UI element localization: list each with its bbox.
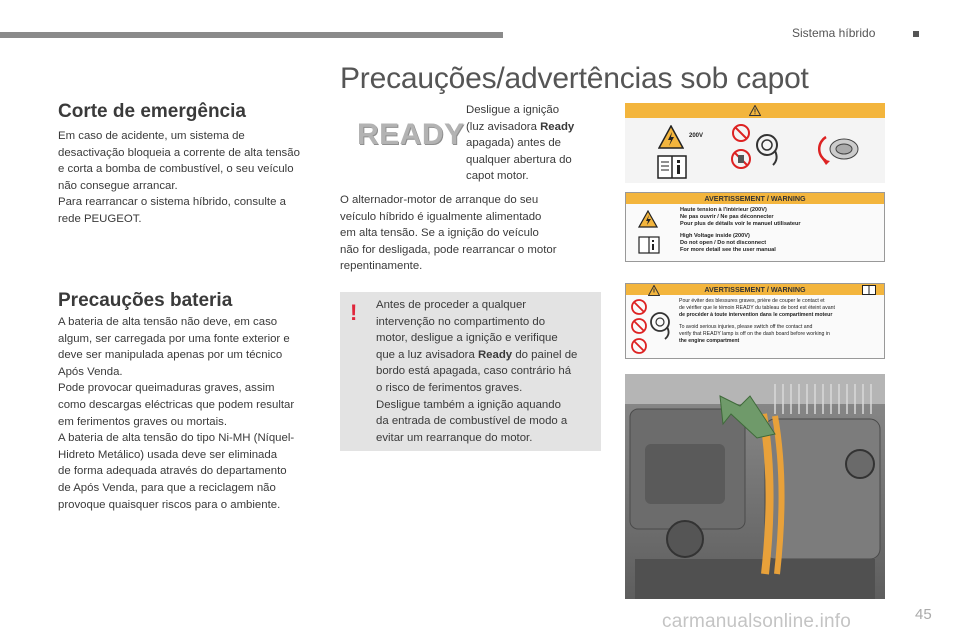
battery-heading: Precauções bateria xyxy=(58,290,233,311)
battery-line: Pode provocar queimaduras graves, assim xyxy=(58,382,275,395)
battery-line: de Após Venda, para que a reciclagem não xyxy=(58,481,276,494)
ready-word: Ready xyxy=(477,348,513,361)
cable-coil-icon xyxy=(755,131,781,167)
emergency-text xyxy=(58,128,328,228)
battery-line: A bateria de alta tensão não deve, em caso xyxy=(58,316,278,328)
label-line: verify that READY lamp is off on the dash board before working in xyxy=(679,331,830,337)
warning-text xyxy=(376,297,598,446)
warning-line: Antes de proceder a qualquer xyxy=(376,299,527,311)
label-line: Ne pas ouvrir / Ne pas déconnecter xyxy=(680,214,774,220)
warning-line: bordo está apagada, caso contrário há xyxy=(376,365,572,378)
exclamation-icon: ! xyxy=(350,300,358,325)
battery-line: em ferimentos graves ou mortais. xyxy=(58,415,228,428)
label-line: Haute tension à l'intérieur (200V) xyxy=(680,207,767,213)
battery-line: como descargas eléctricas que podem resultar xyxy=(58,398,295,411)
emergency-heading: Corte de emergência xyxy=(58,101,246,122)
section-title: Sistema híbrido xyxy=(792,26,876,40)
ready-line: Desligue a ignição xyxy=(466,104,560,116)
battery-line: algum, ser carregada por uma fonte exterior e xyxy=(58,332,290,345)
high-voltage-icon xyxy=(658,125,684,149)
no-touch-icon xyxy=(630,298,648,356)
label-line: To avoid serious injuries, please switch off the contact and xyxy=(679,324,813,330)
ready-logo: READY xyxy=(357,118,465,151)
label-line: Pour plus de détails voir le manuel utilisateur xyxy=(680,221,801,227)
battery-line: Após Venda. xyxy=(58,365,123,378)
ready-line: capot motor. xyxy=(466,170,529,183)
warning-line: Desligue também a ignição aquando xyxy=(376,398,561,411)
emergency-line: rede PEUGEOT. xyxy=(58,212,142,225)
warning-line: motor, desligue a ignição e verifique xyxy=(376,332,558,345)
battery-line: de forma adequada através do departamento xyxy=(58,465,287,478)
ready-line xyxy=(466,119,601,136)
warning-line: da entrada de combustível de modo a xyxy=(376,415,568,428)
ready-text xyxy=(466,102,601,185)
alternator-line: O alternador-motor de arranque do seu xyxy=(340,194,539,206)
label-line: Pour éviter des blessures graves, prière de couper le contact et xyxy=(679,298,825,304)
alternator-line: veículo híbrido é igualmente alimentado xyxy=(340,210,542,223)
emergency-line: Para rearrancar o sistema híbrido, consulte a xyxy=(58,196,286,209)
alternator-text xyxy=(340,192,602,275)
label-line: the engine compartment xyxy=(679,338,740,344)
page-title: Precauções/advertências sob capot xyxy=(340,62,809,95)
engine-bay-image xyxy=(625,374,885,599)
battery-line: deve ser manipulada apenas por um técnico xyxy=(58,349,283,362)
watermark: carmanualsonline.info xyxy=(662,611,852,632)
label-line: For more detail see the user manual xyxy=(680,247,776,253)
warning-triangle-icon xyxy=(749,105,761,116)
battery-line: provoque quaisquer riscos para o ambiente. xyxy=(58,498,281,511)
alternator-line: em alta tensão. Se a ignição do veículo xyxy=(340,227,539,240)
battery-text xyxy=(58,314,328,513)
label-header: AVERTISSEMENT / WARNING xyxy=(626,284,884,295)
alternator-line: não for desligada, pode rearrancar o motor xyxy=(340,243,557,256)
engine-bay-illustration xyxy=(625,374,885,599)
battery-line: Hidreto Metálico) usada deve ser eliminada xyxy=(58,448,278,461)
manual-book-icon xyxy=(657,155,687,179)
battery-disposal-icon xyxy=(816,133,862,165)
label-line: Do not open / Do not disconnect xyxy=(680,240,767,246)
voltage-text: 200V xyxy=(689,133,704,139)
label-line: High Voltage inside (200V) xyxy=(680,233,750,239)
label-line: de procéder à toute intervention dans le compartiment moteur xyxy=(679,312,833,318)
alternator-line: repentinamente. xyxy=(340,260,423,273)
label-line: de vérifier que le témoin READY du tableau de bord est éteint avant xyxy=(679,305,835,311)
header-square-icon xyxy=(913,31,919,37)
ready-word: Ready xyxy=(540,120,575,133)
ready-line-pre: (luz avisadora xyxy=(466,120,541,133)
ignition-warning-label xyxy=(625,283,885,359)
label-header: AVERTISSEMENT / WARNING xyxy=(626,193,884,204)
battery-line: A bateria de alta tensão do tipo Ni-MH (Níquel- xyxy=(58,432,295,445)
manual-book-icon xyxy=(638,236,660,254)
emergency-line: desactivação bloqueia a corrente de alta tensão xyxy=(58,146,300,159)
warning-line-post: do painel de xyxy=(512,348,578,361)
emergency-line: e corta a bomba de combustível, o seu veículo xyxy=(58,163,294,176)
label-header-band xyxy=(625,103,885,118)
high-voltage-icon xyxy=(638,210,658,228)
warning-line: o risco de ferimentos graves. xyxy=(376,381,523,394)
ready-line: qualquer abertura do xyxy=(466,153,572,166)
ready-line: apagada) antes de xyxy=(466,137,562,150)
emergency-line: não consegue arrancar. xyxy=(58,179,178,192)
no-touch-icon xyxy=(729,123,753,173)
manual-book-icon xyxy=(862,285,876,295)
warning-triangle-icon xyxy=(648,285,660,296)
hv-pictogram-label xyxy=(625,103,885,183)
cable-coil-icon xyxy=(648,310,674,340)
hv-warning-label xyxy=(625,192,885,262)
page-number: 45 xyxy=(915,606,932,623)
warning-line-pre: que a luz avisadora xyxy=(376,348,478,361)
warning-line: intervenção no compartimento do xyxy=(376,315,546,328)
header-bar xyxy=(0,32,503,38)
warning-line xyxy=(376,347,598,364)
warning-line: evitar um rearranque do motor. xyxy=(376,431,533,444)
emergency-line: Em caso de acidente, um sistema de xyxy=(58,130,245,142)
